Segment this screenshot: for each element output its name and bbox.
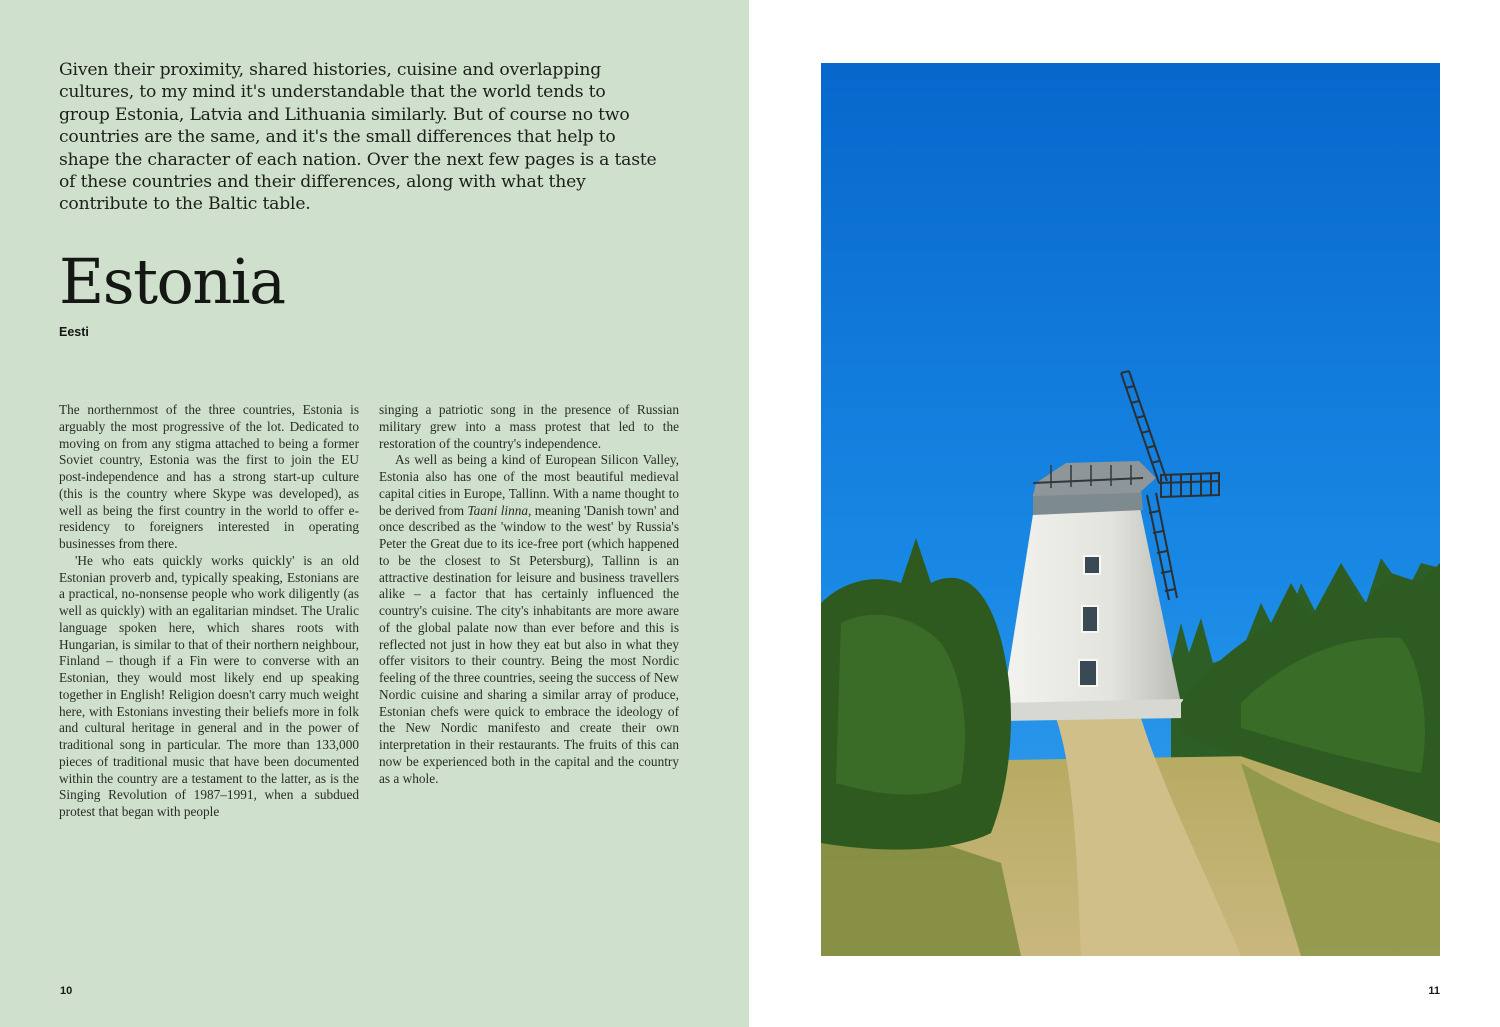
- body-text: meaning 'Danish town' and once described as the 'window to the west' by Russia's Peter the Great due to its ice-free port (which happened to be the closest to St Petersburg), Tallinn is an attractive destination for leisure and business travellers alike – a factor that has certainly influenced the country's cuisine. The city's inhabitants are more aware of the global palate now than ever before and this is reflected not just in how they eat but also in what they offer visitors to their country. Being the most Nordic feeling of the three countries, seeing the success of New Nordic cuisine and sharing a similar array of produce, Estonian chefs were quick to embrace the ideology of the New Nordic manifesto and create their own interpretation in their restaurants. The fruits of this can now be experienced both in the capital and the country as a whole.: [379, 502, 680, 786]
- body-paragraph: singing a patriotic song in the presence of Russian military grew into a mass protest that led to the restoration of the country's independence.: [379, 402, 679, 451]
- left-page: [0, 0, 749, 1027]
- window: [1084, 556, 1100, 574]
- body-paragraph: 'He who eats quickly works quickly' is an old Estonian proverb and, typically speaking, Estonians are a practical, no-nonsense people who work diligently (as well as quickly) with an egalitarian mindset. The Uralic language spoken here, which shares roots with Hungarian, is similar to that of their northern neighbour, Finland – though if a Fin were to converse with an Estonian, they would most likely end up speaking together in English! Religion doesn't carry much weight here, with Estonians investing their beliefs more in folk and cultural heritage in general and in the power of traditional song in particular. The more than 133,000 pieces of traditional music that have been documented within the country are a testament to the latter, as is the Singing Revolution of 1987–1991, when a subdued protest that began with people: [59, 552, 359, 819]
- window: [1082, 606, 1098, 632]
- intro-paragraph: Given their proximity, shared histories, cuisine and overlapping cultures, to my mind it's understandable that the world tends to group Estonia, Latvia and Lithuania similarly. But of course no two countries are the same, and it's the small differences that help to shape the character of each nation. Over the next few pages is a taste of these countries and their differences, along with what they contribute to the Baltic table.: [59, 60, 657, 215]
- right-page: [749, 0, 1500, 1027]
- body-paragraph: The northernmost of the three countries, Estonia is arguably the most progressive of the lot. Dedicated to moving on from any stigma attached to being a former Soviet country, Estonia was the first to join the EU post-independence and has a strong start-up culture (this is the country where Skype was developed), as well as being the first country in the world to offer e-residency to foreigners interested in operating businesses from there.: [59, 402, 359, 551]
- window: [1079, 660, 1097, 686]
- body-column-1: [59, 402, 359, 821]
- page-number-left: 10: [60, 985, 73, 997]
- page-subtitle: Eesti: [59, 325, 89, 339]
- windmill-photo: [821, 63, 1440, 956]
- italic-term: Taani linna,: [467, 502, 532, 518]
- windmill-illustration: [821, 63, 1440, 956]
- body-paragraph: [379, 452, 679, 787]
- page-number-right: 11: [1428, 985, 1440, 997]
- body-column-2: [379, 402, 679, 787]
- page-title: Estonia: [59, 245, 285, 318]
- body-text: As well as being a kind of European Silicon Valley, Estonia also has one of the most beautiful medieval capital cities in Europe, Tallinn. With a name thought to be derived from: [379, 452, 679, 518]
